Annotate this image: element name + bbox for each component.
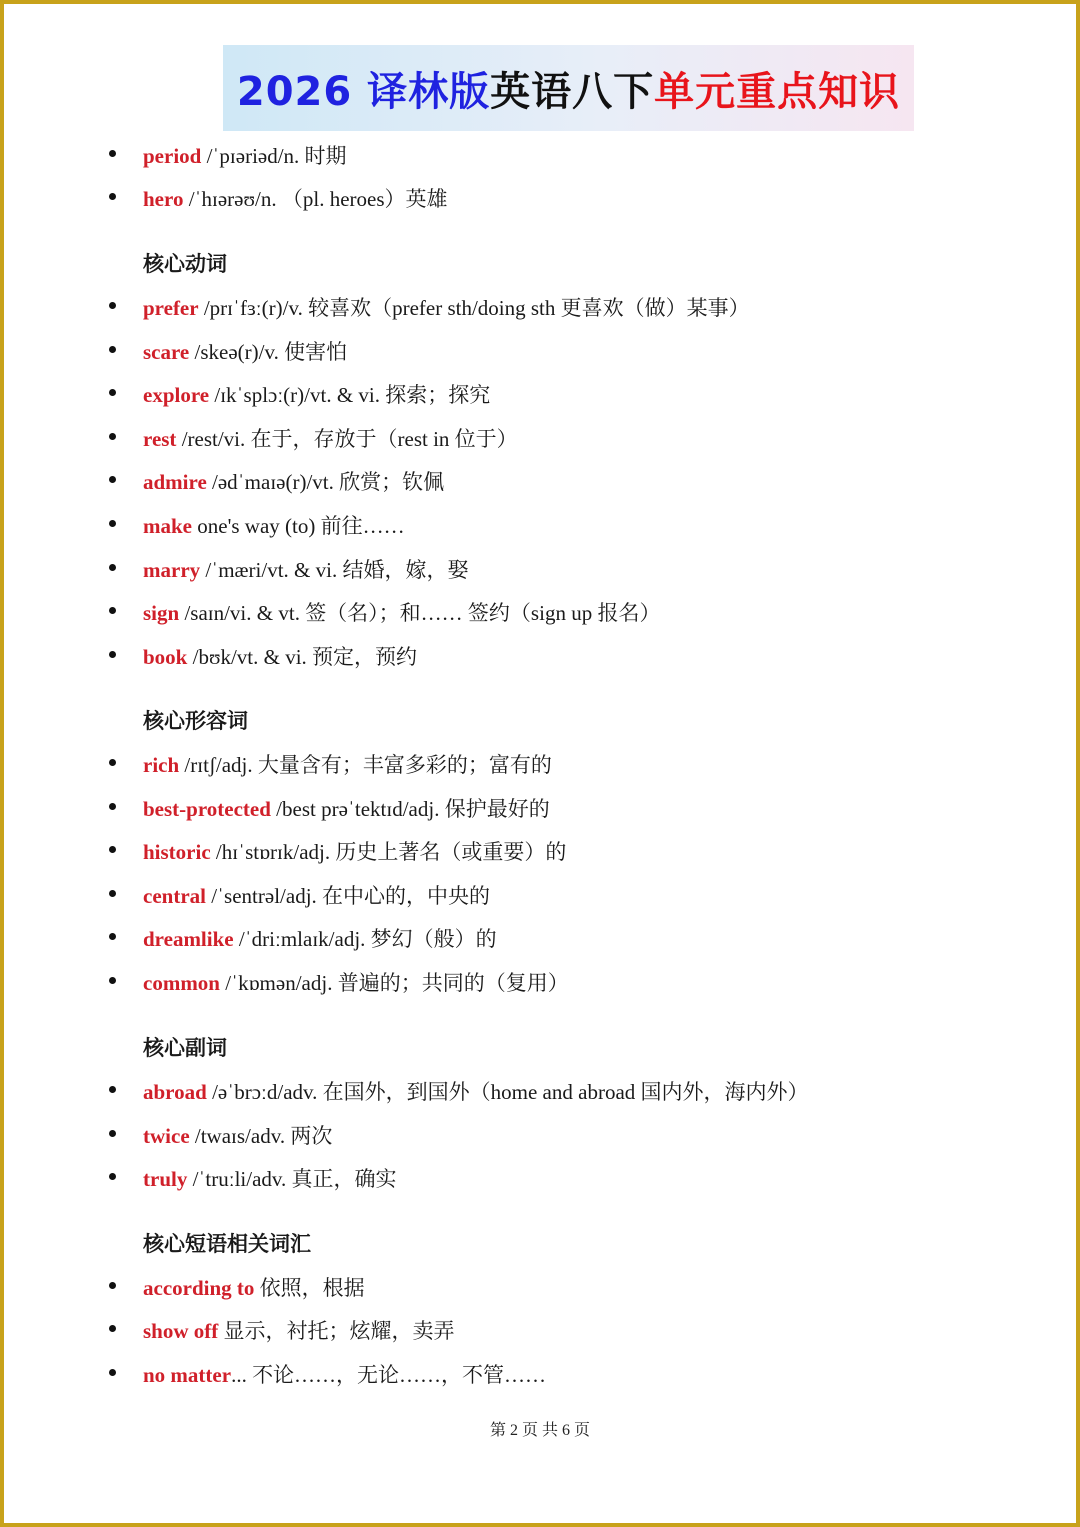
bullet-icon xyxy=(109,193,116,200)
vocab-word: common xyxy=(143,971,220,995)
vocab-word: explore xyxy=(143,383,210,407)
bullet-icon xyxy=(109,520,116,527)
bullet-icon xyxy=(109,346,116,353)
bullet-icon xyxy=(109,803,116,810)
bullet-icon xyxy=(109,1173,116,1180)
vocab-definition: /ˈdriːmlaɪk/adj. 梦幻（般）的 xyxy=(233,927,497,951)
bullet-icon xyxy=(109,302,116,309)
bullet-icon xyxy=(109,1282,116,1289)
banner-title-part3: 单元重点知识 xyxy=(654,68,901,115)
vocab-definition: /ɪkˈsplɔː(r)/vt. & vi. 探索；探究 xyxy=(209,383,491,407)
page-number: 第 2 页 共 6 页 xyxy=(489,1422,590,1439)
bullet-icon xyxy=(109,759,116,766)
vocab-word: central xyxy=(143,884,206,908)
vocab-word: admire xyxy=(143,470,207,494)
vocab-word: no matter xyxy=(143,1363,232,1387)
bullet-icon xyxy=(109,1086,116,1093)
vocab-definition: ... 不论……，无论……，不管…… xyxy=(231,1363,547,1387)
vocab-definition: /bʊk/vt. & vi. 预定，预约 xyxy=(187,645,418,669)
bullet-icon xyxy=(109,1369,116,1376)
bullet-icon xyxy=(109,150,116,157)
vocab-definition: /saɪn/vi. & vt. 签（名）；和…… 签约（sign up 报名） xyxy=(179,601,661,625)
vocab-definition: /ˈtruːli/adv. 真正，确实 xyxy=(187,1167,397,1191)
bullet-icon xyxy=(109,1130,116,1137)
vocab-word: according to xyxy=(143,1276,255,1300)
document-page xyxy=(4,4,1076,1523)
vocab-definition: /ˈpɪəriəd/n. 时期 xyxy=(201,144,347,168)
bullet-icon xyxy=(109,389,116,396)
title-banner xyxy=(223,45,914,131)
bullet-icon xyxy=(109,1325,116,1332)
vocab-word: marry xyxy=(143,558,201,582)
vocab-word: twice xyxy=(143,1124,190,1148)
vocab-word: sign xyxy=(143,601,180,625)
vocab-word: period xyxy=(143,144,202,168)
vocab-word: rest xyxy=(143,427,177,451)
section-heading-adjectives: 核心形容词 xyxy=(143,709,248,733)
vocab-definition: /ˈhɪərəʊ/n. （pl. heroes）英雄 xyxy=(183,187,448,211)
vocab-word: show off xyxy=(143,1319,219,1343)
bullet-icon xyxy=(109,890,116,897)
vocab-word: truly xyxy=(143,1167,188,1191)
vocab-definition: /əˈbrɔːd/adv. 在国外，到国外（home and abroad 国内外，海内外） xyxy=(206,1080,809,1104)
bullet-icon xyxy=(109,607,116,614)
vocab-word: dreamlike xyxy=(143,927,234,951)
vocab-word: make xyxy=(143,514,192,538)
vocab-word: abroad xyxy=(143,1080,207,1104)
bullet-icon xyxy=(109,433,116,440)
banner-title-part1: 2026 译林版 xyxy=(236,68,491,115)
vocab-definition: 显示，衬托；炫耀，卖弄 xyxy=(218,1319,455,1343)
vocab-definition: /ˈmæri/vt. & vi. 结婚，嫁，娶 xyxy=(200,558,469,582)
vocab-word: prefer xyxy=(143,296,199,320)
vocab-word: hero xyxy=(143,187,184,211)
vocab-word: historic xyxy=(143,840,211,864)
banner-title-part2: 英语八下 xyxy=(490,68,655,115)
bullet-icon xyxy=(109,933,116,940)
bullet-icon xyxy=(109,651,116,658)
vocab-definition: one's way (to) 前往…… xyxy=(192,514,405,538)
vocab-definition: /rest/vi. 在于，存放于（rest in 位于） xyxy=(176,427,518,451)
bullet-icon xyxy=(109,564,116,571)
vocab-definition: 依照，根据 xyxy=(254,1276,365,1300)
vocab-definition: /skeə(r)/v. 使害怕 xyxy=(189,340,348,364)
vocab-definition: /ˈsentrəl/adj. 在中心的，中央的 xyxy=(205,884,491,908)
bullet-icon xyxy=(109,977,116,984)
vocab-word: book xyxy=(143,645,188,669)
section-heading-phrases: 核心短语相关词汇 xyxy=(143,1232,311,1256)
vocab-word: scare xyxy=(143,340,190,364)
vocab-word: rich xyxy=(143,753,180,777)
vocab-definition: /best prəˈtektɪd/adj. 保护最好的 xyxy=(270,797,550,821)
vocab-definition: /hɪˈstɒrɪk/adj. 历史上著名（或重要）的 xyxy=(210,840,567,864)
bullet-icon xyxy=(109,476,116,483)
vocab-definition: /ədˈmaɪə(r)/vt. 欣赏；钦佩 xyxy=(206,470,445,494)
section-heading-adverbs: 核心副词 xyxy=(143,1036,227,1060)
vocab-definition: /prɪˈfɜː(r)/v. 较喜欢（prefer sth/doing sth 更喜欢（做）某事） xyxy=(198,296,750,320)
section-heading-verbs: 核心动词 xyxy=(143,252,227,276)
vocab-definition: /rɪtʃ/adj. 大量含有；丰富多彩的；富有的 xyxy=(179,753,552,777)
vocab-definition: /ˈkɒmən/adj. 普遍的；共同的（复用） xyxy=(220,971,569,995)
vocab-word: best-protected xyxy=(143,797,271,821)
bullet-icon xyxy=(109,846,116,853)
vocab-definition: /twaɪs/adv. 两次 xyxy=(189,1124,333,1148)
